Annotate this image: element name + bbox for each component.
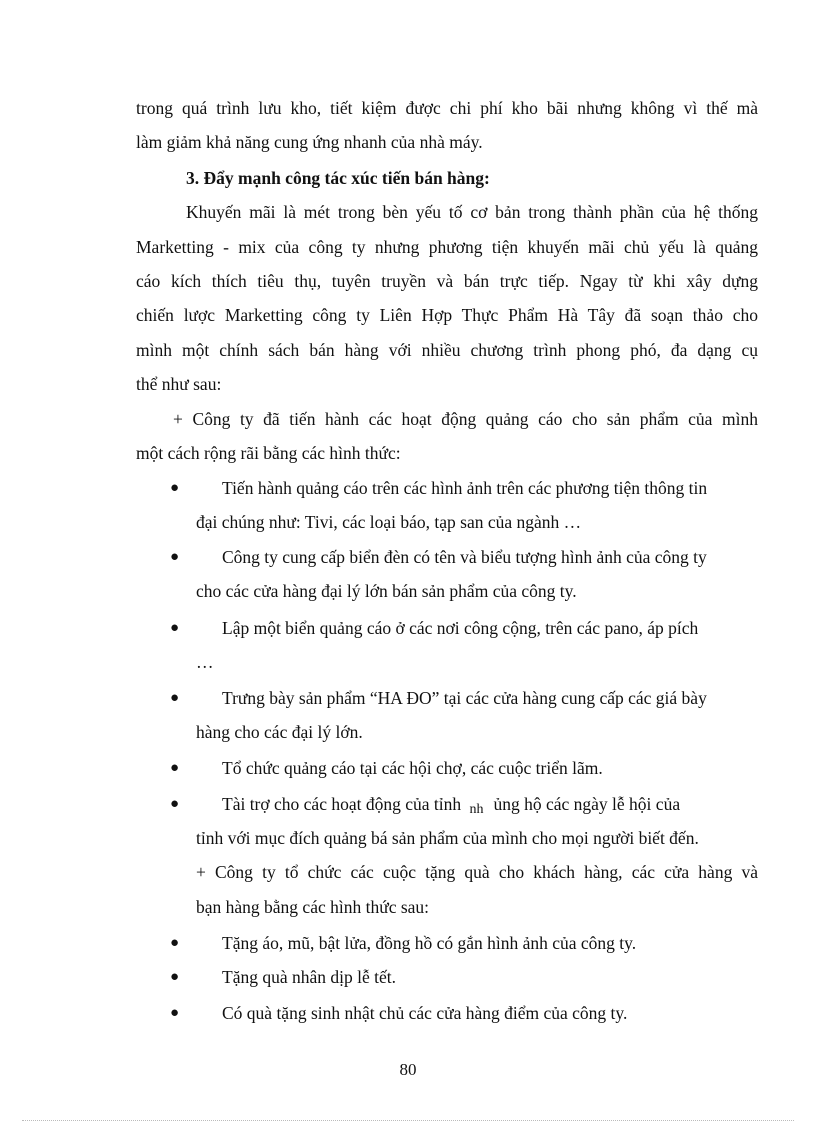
list-item-continuation: …	[196, 652, 214, 672]
list-item-continuation: hàng cho các đại lý lớn.	[196, 722, 363, 742]
paragraph-line: mình một chính sách bán hàng với nhiều chương trình phong phó, đa dạng cụ	[136, 340, 758, 360]
paragraph-line: một cách rộng rãi bằng các hình thức:	[136, 443, 401, 463]
bullet-icon: ●	[170, 935, 180, 951]
list-item: Lập một biển quảng cáo ở các nơi công cộng, trên các pano, áp pích	[222, 618, 699, 638]
paragraph-line: chiến lược Marketting công ty Liên Hợp Thực Phẩm Hà Tây đã soạn thảo cho	[136, 305, 758, 325]
list-item: Tài trợ cho các hoạt động của tỉnh $_{nh}$ ủng hộ các ngày lễ hội của	[222, 794, 681, 817]
list-item-continuation: cho các cửa hàng đại lý lớn bán sản phẩm của công ty.	[196, 581, 577, 601]
list-item: Tặng quà nhân dịp lễ tết.	[222, 967, 396, 987]
list-item: Tặng áo, mũ, bật lửa, đồng hồ có gắn hình ảnh của công ty.	[222, 933, 637, 953]
list-item: Có quà tặng sinh nhật chủ các cửa hàng điểm của công ty.	[222, 1003, 628, 1023]
list-item: Công ty cung cấp biển đèn có tên và biểu tượng hình ảnh của công ty	[222, 547, 707, 567]
paragraph-line: làm giảm khả năng cung ứng nhanh của nhà máy.	[136, 132, 483, 152]
section-heading: 3. Đẩy mạnh công tác xúc tiến bán hàng:	[186, 168, 490, 188]
list-item-continuation: đại chúng như: Tivi, các loại báo, tạp san của ngành …	[196, 512, 582, 532]
paragraph-line: cáo kích thích tiêu thụ, tuyên truyền và bán trực tiếp. Ngay từ khi xây dựng	[136, 271, 758, 291]
paragraph-line: + Công ty đã tiến hành các hoạt động quảng cáo cho sản phẩm của mình	[173, 409, 758, 429]
paragraph-line: trong quá trình lưu kho, tiết kiệm được chi phí kho bãi nhưng không vì thế mà	[136, 98, 758, 118]
paragraph-line: + Công ty tổ chức các cuộc tặng quà cho khách hàng, các cửa hàng và	[196, 862, 758, 882]
page-bottom-divider	[22, 1120, 794, 1121]
bullet-icon: ●	[170, 620, 180, 636]
page-number: 80	[399, 1060, 417, 1079]
bullet-icon: ●	[170, 1005, 180, 1021]
list-item: Trưng bày sản phẩm “HA ĐO” tại các cửa hàng cung cấp các giá bày	[222, 688, 707, 708]
paragraph-line: Khuyến mãi là mét trong bèn yếu tố cơ bản trong thành phần của hệ thống	[186, 202, 758, 222]
bullet-icon: ●	[170, 969, 180, 985]
bullet-icon: ●	[170, 690, 180, 706]
paragraph-line: Marketting - mix của công ty nhưng phương tiện khuyến mãi chủ yếu là quảng	[136, 237, 758, 257]
bullet-icon: ●	[170, 796, 180, 812]
list-item: Tiến hành quảng cáo trên các hình ảnh trên các phương tiện thông tin	[222, 478, 708, 498]
bullet-icon: ●	[170, 549, 180, 565]
list-item: Tổ chức quảng cáo tại các hội chợ, các cuộc triển lãm.	[222, 758, 603, 778]
paragraph-line: thể như sau:	[136, 374, 222, 394]
list-item-continuation: tỉnh với mục đích quảng bá sản phẩm của mình cho mọi người biết đến.	[196, 828, 699, 848]
bullet-icon: ●	[170, 480, 180, 496]
paragraph-line: bạn hàng bằng các hình thức sau:	[196, 897, 430, 917]
bullet-icon: ●	[170, 760, 180, 776]
